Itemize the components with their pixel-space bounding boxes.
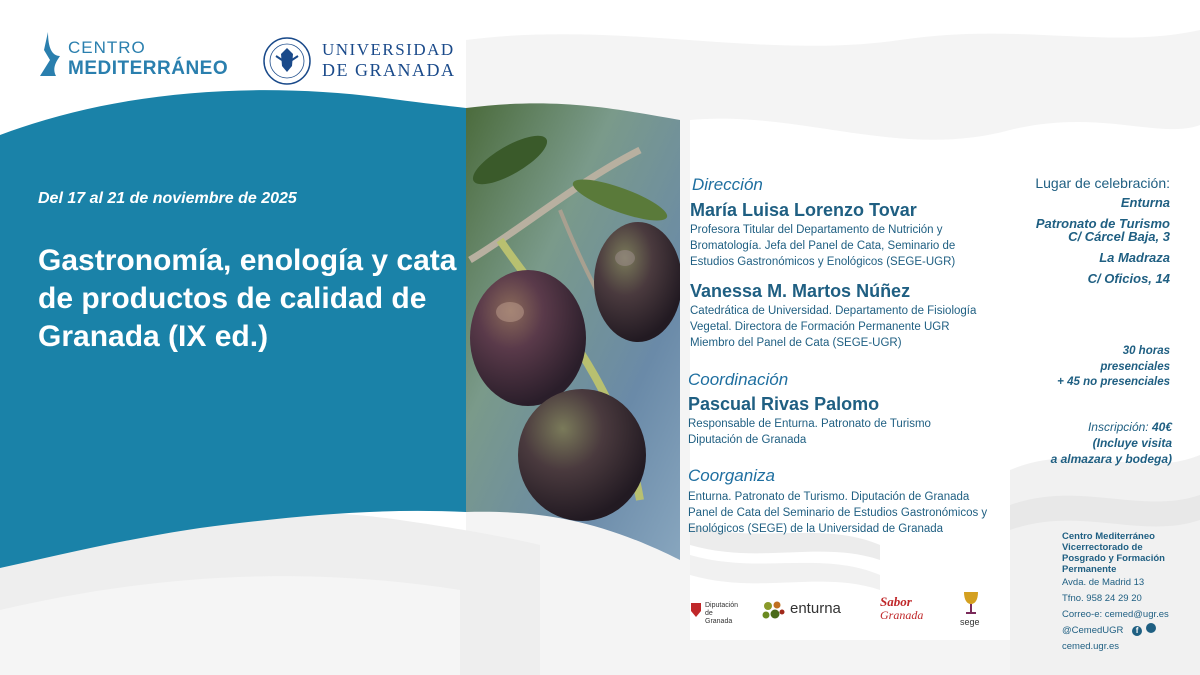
sabor-text2: Granada	[880, 608, 924, 622]
coordinacion-heading: Coordinación	[688, 370, 789, 389]
sabor-granada-logo	[872, 592, 932, 628]
centro-mediterraneo-sail-icon	[34, 30, 64, 80]
centro-logo-line1: CENTRO	[68, 38, 146, 57]
direccion-heading: Dirección	[692, 175, 763, 194]
contact-org4: Permanente	[1062, 564, 1117, 575]
coorganiza-line1: Enturna. Patronato de Turismo. Diputación de Granada	[688, 491, 970, 503]
horas-line1: 30 horas	[1122, 345, 1170, 357]
enturna-text: enturna	[790, 600, 841, 617]
contact-org1: Centro Mediterráneo	[1062, 531, 1155, 542]
enturna-dots-icon	[760, 598, 786, 624]
diputacion-text2: de Granada	[705, 610, 733, 625]
event-title: Gastronomía, enología y cata de productos de calidad de Granada (IX ed.)	[38, 244, 457, 353]
horas-line3: + 45 no presenciales	[1057, 376, 1170, 388]
contact-social	[1062, 623, 1156, 639]
contact-address: Avda. de Madrid 13	[1062, 577, 1145, 588]
centro-logo-line2: MEDITERRÁNEO	[68, 58, 229, 79]
contact-web[interactable]: cemed.ugr.es	[1062, 641, 1120, 652]
sege-logo	[958, 590, 988, 630]
director1-name: María Luisa Lorenzo Tovar	[690, 200, 917, 220]
director2-name: Vanessa M. Martos Núñez	[690, 281, 911, 301]
coordinator-desc: Responsable de Enturna. Patronato de Turismo Diputación de Granada	[688, 418, 931, 446]
diputacion-text1: Diputación	[705, 602, 739, 609]
contact-email[interactable]: Correo-e: cemed@ugr.es	[1062, 609, 1169, 620]
inscripcion-label: Inscripción:	[1087, 420, 1152, 434]
sege-text: sege	[960, 617, 980, 627]
lugar-line2: Patronato de Turismo	[1035, 216, 1170, 231]
coorganiza-heading: Coorganiza	[688, 466, 775, 485]
sege-glass-icon	[960, 590, 982, 616]
social-handle[interactable]: @CemedUGR	[1062, 625, 1124, 636]
twitter-icon[interactable]	[1146, 623, 1156, 633]
enturna-logo	[760, 598, 860, 628]
lugar-line1: Enturna	[1120, 195, 1170, 210]
coorganiza-line2: Panel de Cata del Seminario de Estudios Gastronómicos y Enológicos (SEGE) de la Universidad de Granada	[688, 507, 988, 535]
lugar-line3: C/ Cárcel Baja, 3	[1068, 229, 1170, 244]
contact-org3: Posgrado y Formación	[1062, 553, 1165, 564]
ugr-seal-icon	[262, 36, 312, 86]
ugr-logo-line2: DE GRANADA	[322, 60, 456, 80]
director1-desc: Profesora Titular del Departamento de Nutrición y Bromatología. Jefa del Panel de Cata, Seminario de Estudios Gastronómicos y Enológicos (SEGE-UGR)	[690, 224, 956, 268]
contact-phone: Tfno. 958 24 29 20	[1062, 593, 1142, 604]
sabor-text1: Sabor	[880, 594, 912, 609]
inscripcion-price: 40€	[1151, 420, 1172, 434]
event-dates: Del 17 al 21 de noviembre de 2025	[38, 190, 297, 207]
lugar-line5: C/ Oficios, 14	[1087, 271, 1170, 286]
facebook-icon[interactable]: f	[1132, 626, 1142, 636]
lugar-line4: La Madraza	[1099, 250, 1170, 265]
inscripcion-note2: a almazara y bodega)	[1050, 452, 1172, 466]
contact-org2: Vicerrectorado de	[1062, 542, 1143, 553]
inscripcion-line	[1088, 419, 1172, 435]
diputacion-emblem-icon	[690, 602, 702, 618]
diputacion-logo	[690, 596, 740, 626]
coordinator-name: Pascual Rivas Palomo	[688, 394, 880, 414]
ugr-logo-line1: UNIVERSIDAD	[322, 40, 455, 59]
inscripcion-note1: (Incluye visita	[1092, 436, 1172, 450]
director2-desc2: Miembro del Panel de Cata (SEGE-UGR)	[690, 337, 902, 349]
horas-line2: presenciales	[1100, 361, 1170, 373]
lugar-heading: Lugar de celebración:	[1035, 175, 1170, 191]
director2-desc: Catedrática de Universidad. Departamento de Fisiología Vegetal. Directora de Formación Permanente UGR	[690, 305, 977, 333]
